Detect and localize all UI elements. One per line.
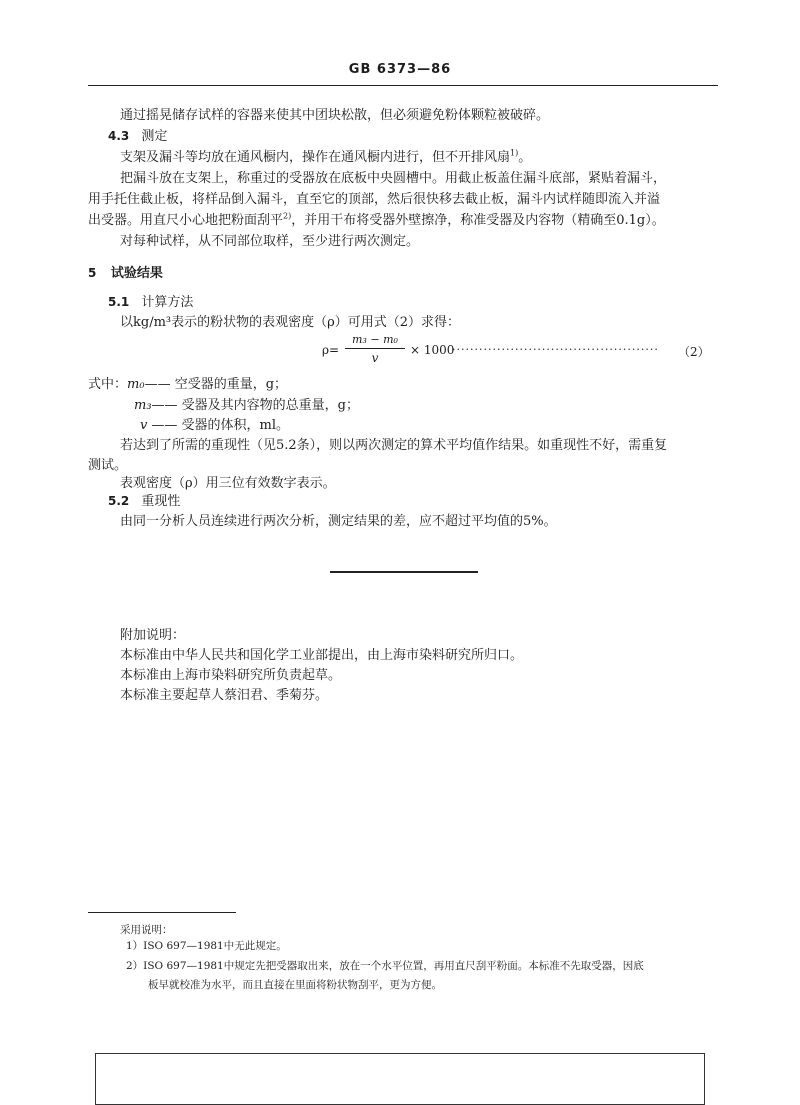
standard-number-header: GB 6373—86 [348, 62, 452, 77]
end-of-text-rule [330, 571, 478, 573]
section-number: 5.2 [108, 494, 130, 508]
paragraph-significant-figures: 表观密度（ρ）用三位有效数字表示。 [120, 476, 336, 491]
section-title: 试验结果 [110, 266, 163, 281]
formula-denominator: v [371, 351, 379, 365]
formula-multiplier: × 1000 [410, 343, 455, 357]
footnotes-heading: 采用说明： [120, 924, 173, 936]
variable-m0-line [88, 373, 287, 392]
paragraph-reproducibility: 由同一分析人员连续进行两次分析，测定结果的差，应不超过平均值的5%。 [120, 514, 557, 529]
section-title: 重现性 [141, 494, 181, 509]
paragraph-text: 支架及漏斗等均放在通风橱内，操作在通风橱内进行，但不开排风扇 [120, 150, 511, 165]
variable-symbol: m₀ [127, 377, 145, 392]
intro-line: 通过摇晃储存试样的容器来使其中团块松散，但必须避免粉体颗粒被破碎。 [120, 108, 550, 123]
section-title: 测定 [141, 129, 168, 144]
section-number: 4.3 [108, 129, 130, 143]
bottom-frame [95, 1053, 705, 1105]
section-5-1-heading [108, 291, 193, 310]
section-5-2-heading [108, 490, 180, 509]
paragraph-procedure-line2: 用手托住截止板，将样品倒入漏斗，直至它的顶部，然后很快移去截止板，漏斗内试样随即流入并溢 [88, 192, 661, 207]
formula-lhs: ρ= [322, 343, 340, 357]
paragraph-end: 。 [518, 150, 532, 165]
variable-m3-line [134, 394, 359, 413]
additional-note-3: 本标准主要起草人蔡汨君、季菊芬。 [120, 688, 329, 703]
where-prefix: 式中： [88, 377, 128, 392]
footnote-1: 1）ISO 697—1981中无此规定。 [126, 940, 287, 952]
procedure-text-b: ，并用干布将受器外壁擦净，称准受器及内容物（精确至0.1g）。 [291, 213, 665, 228]
variable-description: —— 受器的体积，ml。 [151, 418, 289, 433]
footnote-2-line2: 板早就校准为水平，而且直接在里面将粉状物刮平，更为方便。 [148, 979, 442, 991]
footnote-2-line1: 2）ISO 697—1981中规定先把受器取出来，放在一个水平位置，再用直尺刮平粉面。本标准不先取受器，因底 [126, 960, 644, 972]
section-number: 5 [88, 266, 97, 280]
section-4-3-heading [108, 125, 167, 144]
paragraph-procedure-line3 [88, 209, 665, 228]
paragraph-repeatability-line2: 测试。 [88, 458, 128, 473]
formula-leader-dots: ·············································· [452, 343, 659, 356]
additional-notes-heading: 附加说明： [120, 628, 186, 643]
footnote-ref-1: 1) [510, 148, 519, 158]
footnote-ref-2: 2) [283, 211, 292, 221]
variable-symbol: v [140, 418, 148, 433]
paragraph-repeatability-line1: 若达到了所需的重现性（见5.2条），则以两次测定的算术平均值作结果。如重现性不好，需重复 [120, 438, 668, 453]
formula-fraction [345, 333, 405, 365]
section-title: 计算方法 [141, 295, 194, 310]
calculation-intro: 以kg/m³表示的粉状物的表观密度（ρ）可用式（2）求得： [120, 315, 461, 330]
formula-number: （2） [678, 345, 710, 359]
footnote-rule [88, 912, 236, 913]
header-rule [88, 85, 718, 86]
variable-v-line [140, 414, 289, 433]
variable-symbol: m₃ [134, 398, 152, 413]
additional-note-2: 本标准由上海市染料研究所负责起草。 [120, 668, 342, 683]
fraction-bar [345, 348, 405, 349]
section-number: 5.1 [108, 295, 130, 309]
variable-description: —— 空受器的重量，g； [144, 377, 288, 392]
paragraph-setup [120, 146, 531, 165]
section-5-heading [88, 262, 163, 281]
variable-description: —— 受器及其内容物的总重量，g； [151, 398, 360, 413]
additional-note-1: 本标准由中华人民共和国化学工业部提出，由上海市染料研究所归口。 [120, 648, 524, 663]
formula-numerator: m₃ − m₀ [352, 333, 398, 346]
paragraph-procedure-line1: 把漏斗放在支架上，称重过的受器放在底板中央圆槽中。用截止板盖住漏斗底部，紧贴着漏斗， [120, 171, 667, 186]
procedure-text-a: 出受器。用直尺小心地把粉面刮平 [88, 213, 284, 228]
paragraph-sampling: 对每种试样，从不同部位取样，至少进行两次测定。 [120, 234, 420, 249]
